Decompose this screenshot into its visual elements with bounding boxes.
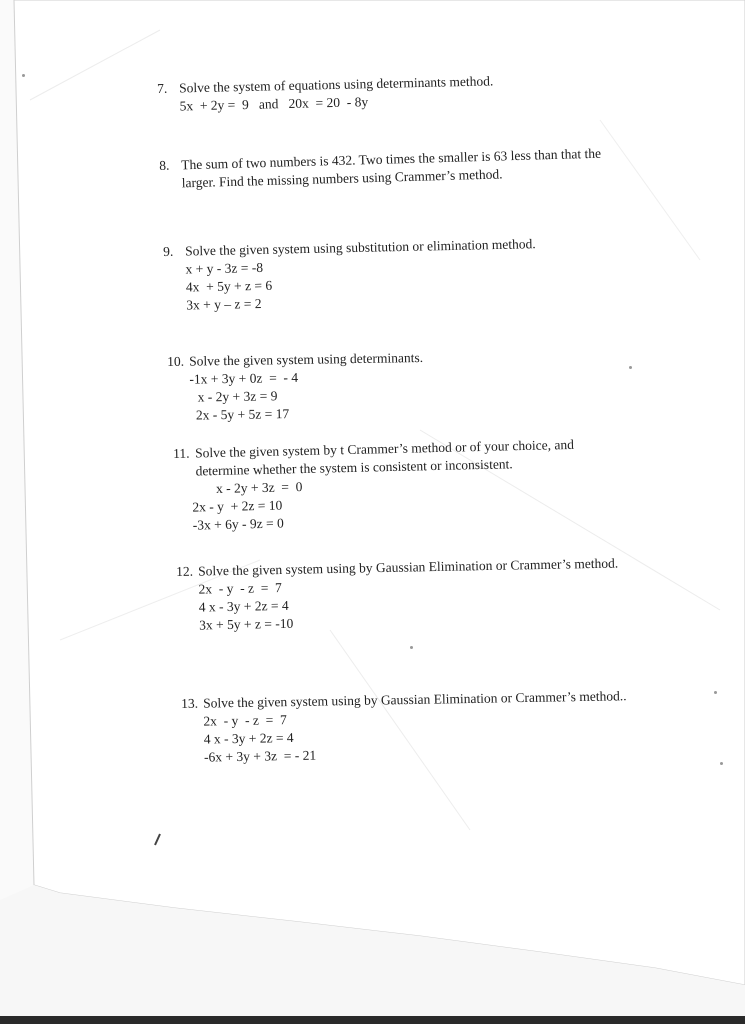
equation: 4 x - 3y + 2z = 4: [198, 597, 289, 615]
equation: x - 2y + 3z = 9: [197, 388, 278, 405]
question-text: Solve the given system using by Gaussian Elimination or Crammer’s method..: [203, 688, 627, 711]
equation: 2x - y + 2z = 10: [192, 497, 283, 515]
question-10: [167, 349, 424, 425]
scanner-edge: [0, 1016, 745, 1024]
question-text: Solve the system of equations using determinants method.: [179, 73, 494, 96]
equation: 2x - y - z = 7: [198, 579, 282, 597]
question-7: [157, 72, 494, 116]
question-text-continued: determine whether the system is consistent or inconsistent.: [195, 456, 513, 479]
equation: -3x + 6y - 9z = 0: [192, 515, 284, 533]
question-12: [176, 555, 619, 635]
question-text: Solve the given system using substitution or elimination method.: [185, 236, 536, 259]
equation: 4x + 5y + z = 6: [185, 277, 273, 295]
question-number: 10.: [167, 353, 185, 369]
question-text: Solve the given system using determinants.: [189, 349, 424, 369]
question-9: [163, 235, 537, 315]
question-number: 7.: [157, 80, 168, 96]
equation: 3x + y – z = 2: [186, 295, 262, 313]
question-11: [173, 436, 576, 535]
scan-speck: [720, 762, 723, 765]
question-number: 9.: [163, 243, 174, 259]
question-text-continued: larger. Find the missing numbers using Crammer’s method.: [181, 166, 503, 191]
question-number: 8.: [159, 157, 170, 173]
equation: 2x - 5y + 5z = 17: [195, 406, 290, 423]
equation: 5x + 2y = 9 and 20x = 20 - 8y: [179, 94, 369, 114]
question-text: The sum of two numbers is 432. Two times the smaller is 63 less than that the: [181, 145, 602, 173]
question-13: [181, 687, 628, 767]
equation: 3x + 5y + z = -10: [199, 615, 294, 633]
scan-speck: [410, 646, 413, 649]
question-text: Solve the given system by t Crammer’s method or of your choice, and: [195, 436, 575, 461]
equation: x - 2y + 3z = 0: [215, 479, 303, 497]
scan-speck: [714, 691, 717, 694]
equation: -1x + 3y + 0z = - 4: [189, 369, 299, 387]
question-text: Solve the given system using by Gaussian Elimination or Crammer’s method.: [198, 555, 619, 579]
scan-speck: [22, 74, 25, 77]
equation: -6x + 3y + 3z = - 21: [203, 747, 317, 765]
equation: 2x - y - z = 7: [203, 712, 287, 729]
equation: x + y - 3z = -8: [185, 259, 264, 277]
question-number: 11.: [173, 445, 190, 461]
scan-speck: [629, 366, 632, 369]
question-number: 12.: [176, 563, 194, 579]
equation: 4 x - 3y + 2z = 4: [203, 730, 294, 747]
question-number: 13.: [181, 695, 199, 711]
